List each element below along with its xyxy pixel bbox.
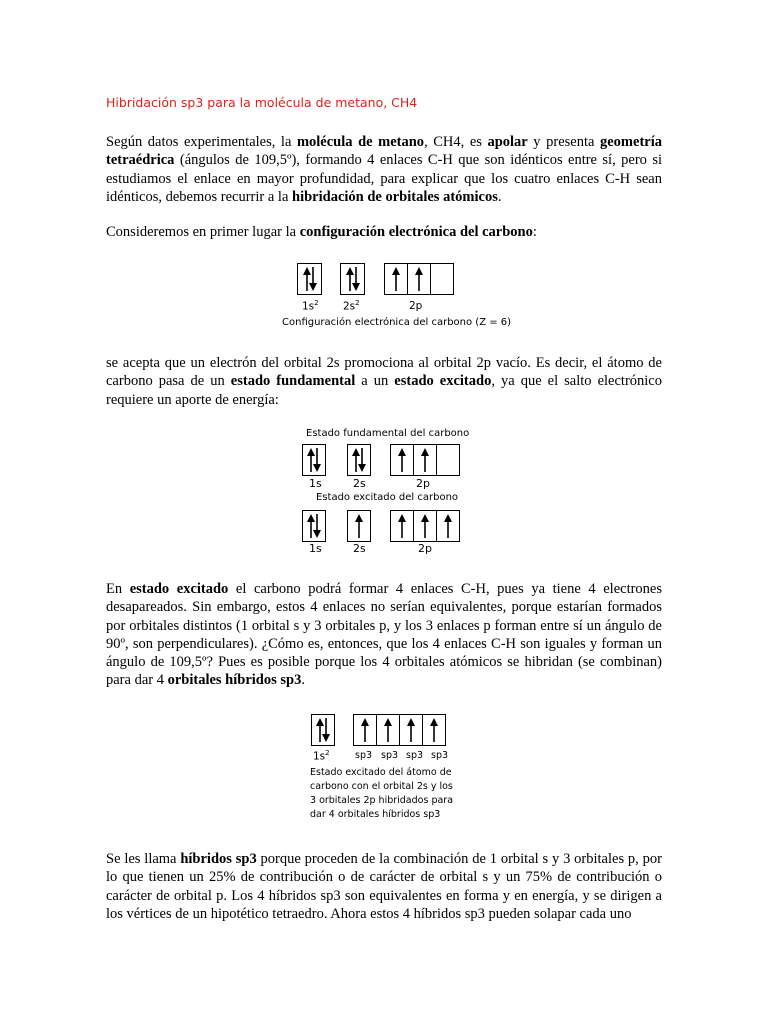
hybrid-caption-line-4: dar 4 orbitales híbridos sp3: [310, 809, 441, 820]
orbital-box-2p-1: [384, 263, 408, 295]
ground-orbital-2p-3: [436, 444, 460, 476]
hybrid-orbital-1s: [311, 714, 335, 746]
p3-run: a un: [355, 373, 395, 390]
title-excited-state: Estado excitado del carbono: [316, 492, 459, 503]
spin-up-arrow-icon: [397, 514, 407, 538]
p3-run: , ya que el salto electrónico requiere un aporte de energía:: [106, 373, 662, 408]
excited-orbital-2p-1: [390, 510, 414, 542]
spin-down-arrow-icon: [308, 267, 318, 291]
spin-up-arrow-icon: [383, 718, 393, 742]
p5-run: porque proceden de la combinación de 1 orbital s y 3 orbitales p, por lo que tienen un 25% de contribución o de carácter de orbital s y un 75% de contribución o carácter de orbital p. Los 4 híbridos sp3 son equivalentes en forma y en energía, y se dirigen a los vértices de un hipotético tetraedro. Ahora estos 4 híbridos sp3 pueden solapar cada uno: [106, 851, 662, 922]
p1-run: Según datos experimentales, la: [106, 134, 297, 150]
label-2s: $2s^2$: [343, 299, 360, 313]
p1-run: apolar: [487, 134, 528, 150]
figure-sp3-hybrids: [308, 712, 478, 827]
p4-run: estado excitado: [129, 581, 229, 597]
ground-label-2s: 2s: [353, 477, 366, 490]
spin-up-arrow-icon: [354, 514, 364, 538]
hybrid-label-sp3-3: sp3: [406, 750, 424, 761]
p4-run: En: [106, 581, 130, 597]
hybrid-label-sp3-4: sp3: [431, 750, 449, 761]
figure-electron-configuration: [282, 258, 515, 338]
hybrid-label-sp3-1: sp3: [355, 750, 373, 761]
paragraph-5: [106, 850, 662, 923]
hybrid-orbital-sp3-2: [376, 714, 400, 746]
label-2p: 2p: [409, 300, 423, 312]
orbital-box-2p-2: [407, 263, 431, 295]
paragraph-1: [106, 133, 662, 206]
spin-up-arrow-icon: [443, 514, 453, 538]
ground-orbital-1s: [302, 444, 326, 476]
spin-up-arrow-icon: [397, 448, 407, 472]
section-heading: Hibridación sp3 para la molécula de metano, CH4: [106, 95, 418, 110]
hybrid-orbital-sp3-3: [399, 714, 423, 746]
p5-run: Se les llama: [106, 851, 181, 867]
excited-orbital-2p-2: [413, 510, 437, 542]
spin-up-arrow-icon: [391, 267, 401, 291]
hybrid-label-sp3-2: sp3: [381, 750, 399, 761]
spin-up-arrow-icon: [406, 718, 416, 742]
orbital-box-2s: [340, 263, 365, 295]
p4-run: .: [301, 672, 305, 689]
excited-orbital-1s: [302, 510, 326, 542]
p1-run: y presenta: [527, 134, 600, 150]
spin-down-arrow-icon: [312, 514, 322, 538]
orbital-box-2p-3: [430, 263, 454, 295]
spin-down-arrow-icon: [321, 718, 331, 742]
spin-down-arrow-icon: [357, 448, 367, 472]
label-1s: $1s^2$: [302, 299, 319, 313]
p1-run: hibridación de orbitales atómicos: [292, 188, 498, 205]
spin-up-arrow-icon: [429, 718, 439, 742]
spin-down-arrow-icon: [351, 267, 361, 291]
spin-up-arrow-icon: [414, 267, 424, 291]
p5-run: híbridos sp3: [180, 851, 257, 867]
hybrid-orbital-sp3-1: [353, 714, 377, 746]
figure-caption: Configuración electrónica del carbono (Z = 6): [282, 317, 512, 328]
spin-up-arrow-icon: [420, 514, 430, 538]
excited-orbital-2s: [347, 510, 371, 542]
p2-run: configuración electrónica del carbono: [299, 224, 533, 240]
p1-run: geometría tetraédrica: [106, 134, 662, 169]
ground-label-2p: 2p: [416, 477, 430, 490]
p3-run: estado fundamental: [230, 373, 356, 390]
spin-up-arrow-icon: [420, 448, 430, 472]
ground-orbital-2s: [347, 444, 371, 476]
p1-run: molécula de metano: [296, 134, 425, 150]
ground-label-1s: 1s: [309, 477, 322, 490]
hybrid-caption-line-2: carbono con el orbital 2s y los: [310, 781, 453, 792]
p1-run: .: [497, 188, 502, 205]
paragraph-4: [106, 580, 662, 690]
p2-run: :: [532, 224, 537, 240]
excited-label-2p: 2p: [418, 542, 432, 555]
spin-up-arrow-icon: [360, 718, 370, 742]
paragraph-3: [106, 354, 662, 409]
p3-run: se acepta que un electrón del orbital 2s promociona al orbital 2p vacío. Es decir, el átomo de carbono pasa de un: [106, 355, 662, 390]
excited-label-2s: 2s: [353, 542, 366, 555]
hybrid-caption-line-3: 3 orbitales 2p hibridados para: [310, 795, 454, 806]
p1-run: , CH4, es: [424, 134, 488, 150]
hybrid-caption-line-1: Estado excitado del átomo de: [310, 767, 452, 778]
orbital-box-1s: [297, 263, 322, 295]
p3-run: estado excitado: [394, 373, 492, 390]
p1-run: (ángulos de 109,5º), formando 4 enlaces C-H que son idénticos entre sí, pero si estudiamos el enlace en mayor profundidad, para explicar que los cuatro enlaces C-H sean idénticos, debemos recurrir a la: [106, 152, 662, 205]
spin-down-arrow-icon: [312, 448, 322, 472]
p4-run: el carbono podrá formar 4 enlaces C-H, pues ya tiene 4 electrones desapareados. Sin embargo, estos 4 enlaces no serían equivalentes, porque estarían formados por orbitales distintos (1 orbital s y 3 orbitales p, y los 3 enlaces p forman entre sí un ángulo de 90º, son perpendiculares). ¿Cómo es, entonces, que los 4 enlaces C-H son iguales y forman un ángulo de 109,5º? Pues es posible porque los 4 orbitales atómicos se hibridan (se combinan) para dar 4: [106, 581, 663, 689]
p2-run: Consideremos en primer lugar la: [106, 224, 300, 240]
p4-run: orbitales híbridos sp3: [167, 672, 302, 689]
paragraph-2: [106, 223, 662, 241]
excited-orbital-2p-3: [436, 510, 460, 542]
excited-label-1s: 1s: [309, 542, 322, 555]
hybrid-orbital-sp3-4: [422, 714, 446, 746]
ground-orbital-2p-1: [390, 444, 414, 476]
ground-orbital-2p-2: [413, 444, 437, 476]
hybrid-label-1s: $1s^2$: [313, 749, 330, 763]
figure-ground-vs-excited: [298, 426, 478, 556]
title-ground-state: Estado fundamental del carbono: [306, 428, 470, 439]
